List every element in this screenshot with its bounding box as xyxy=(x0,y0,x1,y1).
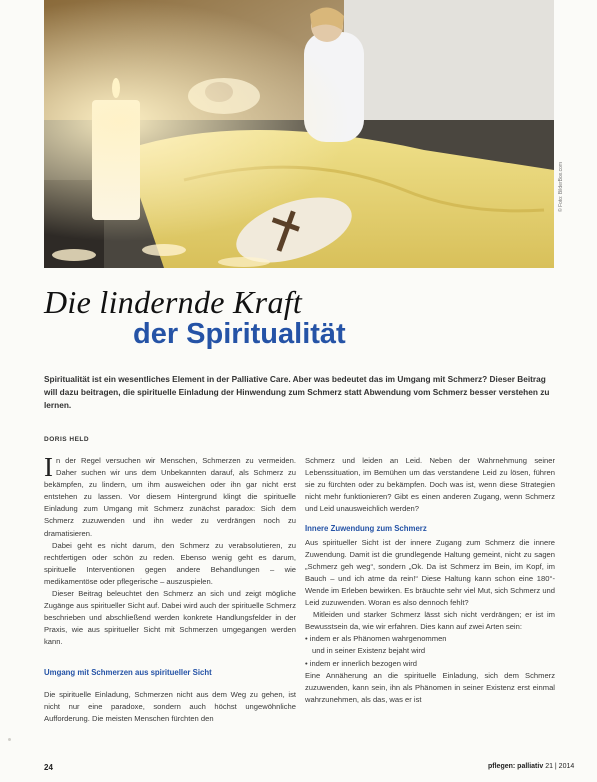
paragraph: Die spirituelle Einladung, Schmerzen nicht aus dem Weg zu gehen, ist nicht nur eine paradoxe, sondern auch höchst ungewöhnliche Aufforderung. Die meisten Menschen fürchten den xyxy=(44,689,296,723)
paragraph: Eine Annäherung an die spirituelle Einladung, sich dem Schmerz zuzuwenden, kann sein, ihn als Phänomen in seiner Existenz erst einmal wahrzunehmen, als das, was er ist xyxy=(305,670,555,704)
paragraph: Mitleiden und starker Schmerz lässt sich nicht verdrängen; er ist im Bewusstsein da, wie wir erfahren. Dies kann auf zwei Arten sein: xyxy=(305,610,555,632)
bedside-candle-photo-icon xyxy=(44,0,554,268)
paragraph: Aus spiritueller Sicht ist der innere Zugang zum Schmerz die innere Zuwendung. Damit ist die grundlegende Haltung gemeint, nicht zu sagen „Schmerz geh weg“, sondern „Ok. Da ist Schmerz im Bein, im Kopf, im Bauch – und ich atme da rein!“ Diese Haltung kann schon eine 180°-Wende im Erleben bewirken. Es bräuchte sehr viel Mut, sich Schmerz und Leid zuzuwenden. Woran es also dennoch fehlt? xyxy=(305,537,555,608)
drop-cap: I xyxy=(44,452,53,482)
paragraph: Schmerz und leiden an Leid. Neben der Wahrnehmung seiner Lebenssituation, im Bemühen um das verstandene Leid zu lösen, führen sie zu fürchten oder zu bekämpfen. Doch was ist, wenn diese Strategien nicht mehr funktionieren? Gibt es einen anderen Zugang, wenn Schmerz und Leid unausweichlich werden? xyxy=(305,456,555,514)
column-right xyxy=(305,455,555,706)
page-number: 24 xyxy=(44,763,53,772)
author-name: DORIS HELD xyxy=(44,436,90,443)
header-photo xyxy=(44,0,554,268)
article-title-line1: Die lindernde Kraft xyxy=(44,284,303,320)
column-left xyxy=(44,452,296,725)
paragraph: Dieser Beitrag beleuchtet den Schmerz an sich und zeigt mögliche Zugänge aus spiritueller Sicht auf. Dabei wird auch der spirituelle Schmerz beschrieben und abschließend werden konkrete Handlungsfelder in der Praxis, wie aus spiritueller Sicht mit Schmerzen umgegangen werden kann. xyxy=(44,589,296,647)
article-title-line2: der Spiritualität xyxy=(133,318,346,350)
issue-number: 21 | 2014 xyxy=(545,763,575,770)
subheading: Umgang mit Schmerzen aus spiritueller Sicht xyxy=(44,667,212,677)
list-item: • indem er innerlich bezogen wird xyxy=(305,658,417,668)
lead-paragraph: Spiritualität ist ein wesentliches Element in der Palliative Care. Aber was bedeutet das im Umgang mit Schmerz? Dieser Beitrag will dazu beitragen, die spirituelle Einladung der Hinwendung zum Schmerz statt Abwendung vom Schmerz besser verstehen zu lernen. xyxy=(44,374,550,410)
photo-credit: © Foto: BilderBox.com xyxy=(558,161,564,212)
list-item: und in seiner Existenz bejaht wird xyxy=(312,646,426,656)
paragraph-text: n der Regel versuchen wir Menschen, Schmerzen zu vermeiden. Daher suchen wir uns dem Unbekannten darauf, als Schmerz zu bekämpfen, zu lindern, um ihm ausweichen oder ihn gar nicht erst entstehen zu lassen. Vor diesem Hintergrund klingt die spirituelle Einladung zum Umgang mit Schmerz zunächst paradox: Sich dem Schmerz zuzuwenden und ihn weder zu verdrängen noch zu dramatisieren. xyxy=(44,456,296,538)
paragraph: Dabei geht es nicht darum, den Schmerz zu verabsolutieren, zu rechtfertigen oder schön zu reden. Ebenso wenig geht es darum, spirituelle Interventionen gegen andere Behandlungen – wie medikamentöse oder pflegerische – auszuspielen. xyxy=(44,540,296,586)
magazine-footer xyxy=(488,763,574,770)
binding-dot xyxy=(8,738,11,741)
subheading: Innere Zuwendung zum Schmerz xyxy=(305,524,427,534)
magazine-name: pflegen: palliativ xyxy=(488,763,544,770)
list-item: • indem er als Phänomen wahrgenommen xyxy=(305,634,447,644)
paragraph xyxy=(44,452,296,540)
